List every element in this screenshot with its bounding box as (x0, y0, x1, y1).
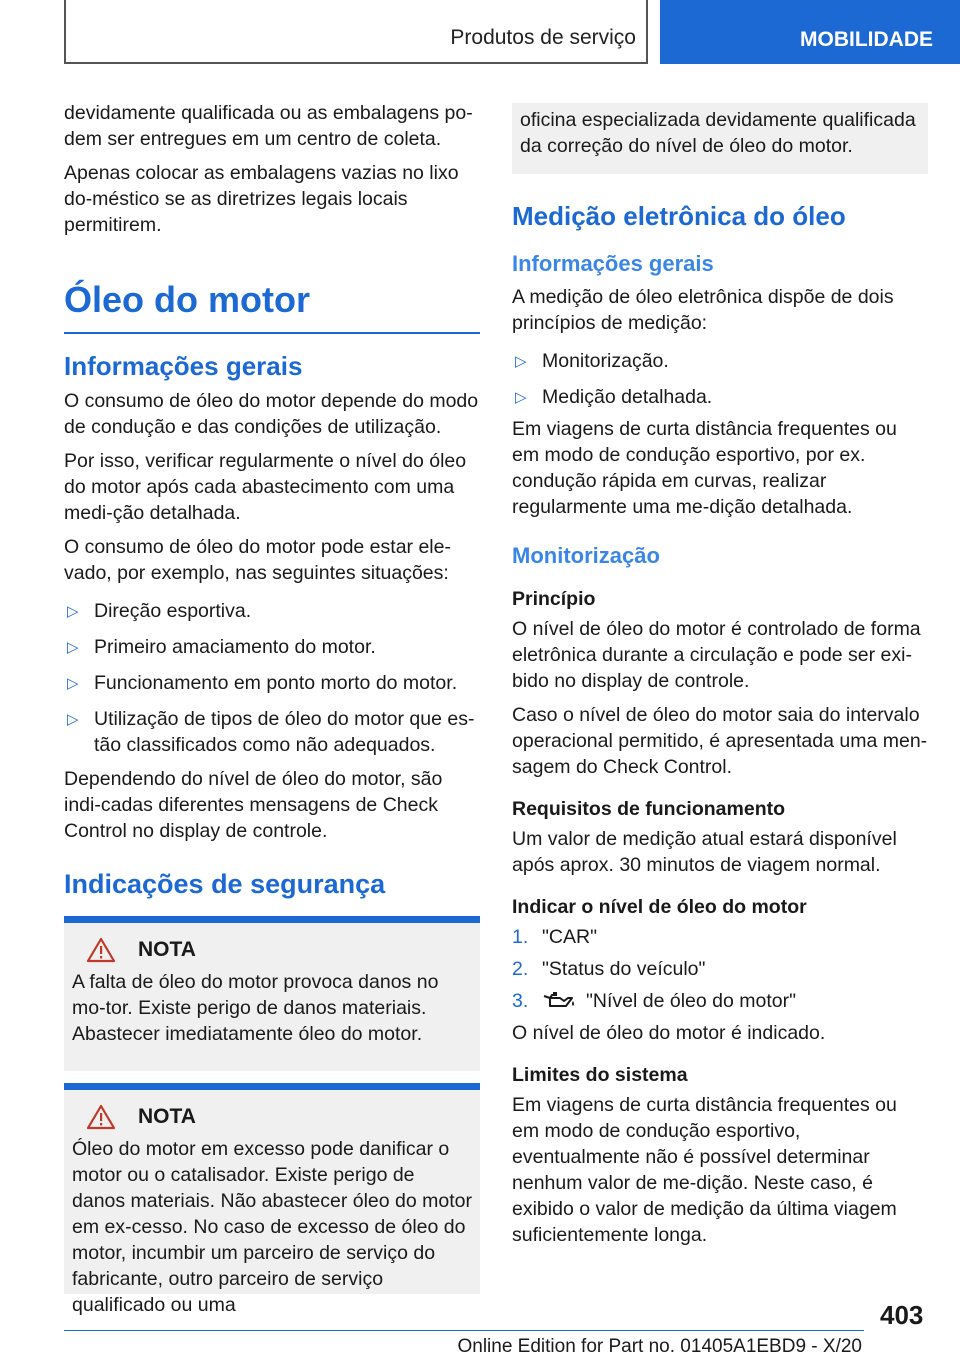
triangle-bullet-icon: ▷ (67, 711, 79, 728)
notice-box (64, 1083, 480, 1316)
notice-box (64, 916, 480, 1071)
left-column (64, 100, 480, 1316)
list-item: ▷ Monitorização. (512, 348, 928, 374)
triangle-bullet-icon: ▷ (515, 389, 527, 406)
paragraph: Em viagens de curta distância frequentes ou em modo de condução esportivo, por ex. condução rápida em curvas, realizar regularmente uma me-dição detalhada. (512, 418, 897, 518)
paragraph: O consumo de óleo do motor depende do modo de condução e das condições de utilização. (64, 390, 479, 438)
paragraph: O consumo de óleo do motor pode estar ele-vado, por exemplo, nas seguintes situações: (64, 536, 451, 584)
paragraph: A medição de óleo eletrônica dispõe de dois princípios de medição: (512, 286, 894, 334)
warning-icon (86, 937, 116, 963)
section-title: Medição eletrônica do óleo (512, 201, 846, 231)
paragraph: Um valor de medição atual estará disponível após aprox. 30 minutos de viagem normal. (512, 828, 897, 876)
triangle-bullet-icon: ▷ (67, 603, 79, 620)
footer-edition: Online Edition for Part no. 01405A1EBD9 - X/20 (457, 1336, 862, 1357)
oil-can-icon (542, 990, 576, 1010)
paragraph: Dependendo do nível de óleo do motor, são indi-cadas diferentes mensagens de Check Control no display de controle. (64, 768, 443, 842)
header-section-title: Produtos de serviço (450, 26, 636, 49)
list-item: 1. "CAR" (512, 926, 598, 948)
subsection-title: Indicações de segurança (64, 869, 386, 899)
paragraph: O nível de óleo do motor é controlado de forma eletrônica durante a circulação e pode ser exi-bido no display de controle. (512, 618, 921, 692)
list-item: ▷ Funcionamento em ponto morto do motor. (64, 670, 480, 696)
subsection-title: Monitorização (512, 543, 660, 568)
notice-title: NOTA (138, 1105, 196, 1128)
notice-text: A falta de óleo do motor provoca danos no mo-tor. Existe perigo de danos materiais. Abastecer imediatamente óleo do motor. (72, 971, 439, 1045)
triangle-bullet-icon: ▷ (67, 675, 79, 692)
triangle-bullet-icon: ▷ (515, 353, 527, 370)
right-column (512, 103, 928, 1256)
paragraph: O nível de óleo do motor é indicado. (512, 1022, 826, 1044)
paragraph-heading: Requisitos de funcionamento (512, 798, 786, 820)
list-item: 2. "Status do veículo" (512, 958, 706, 980)
footer-divider (64, 1330, 864, 1331)
warning-icon (86, 1104, 116, 1130)
list-item: ▷ Utilização de tipos de óleo do motor que es-tão classificados como não adequados. (67, 708, 475, 756)
paragraph: devidamente qualificada ou as embalagens po-dem ser entregues em um centro de coleta. (64, 102, 473, 150)
paragraph: Em viagens de curta distância frequentes ou em modo de condução esportivo, eventualmente não é possível determinar nenhum valor de me-dição. Neste caso, é exibido o valor de medição da última viagem suficientemente longa. (512, 1094, 897, 1246)
section-title: Óleo do motor (64, 278, 480, 334)
notice-box-continued (512, 103, 928, 174)
triangle-bullet-icon: ▷ (67, 639, 79, 656)
notice-text: oficina especializada devidamente qualificada da correção do nível de óleo do motor. (520, 109, 916, 157)
page-number: 403 (880, 1300, 924, 1330)
notice-title: NOTA (138, 938, 196, 961)
subsection-title: Informações gerais (64, 351, 303, 381)
list-item: ▷ Primeiro amaciamento do motor. (64, 634, 480, 660)
paragraph-heading: Limites do sistema (512, 1064, 688, 1086)
paragraph-heading: Indicar o nível de óleo do motor (512, 896, 807, 918)
paragraph-heading: Princípio (512, 588, 596, 610)
paragraph: Por isso, verificar regularmente o nível do óleo do motor após cada abastecimento com uma medi-ção detalhada. (64, 450, 467, 524)
subsection-title: Informações gerais (512, 251, 714, 276)
notice-text: Óleo do motor em excesso pode danificar o motor ou o catalisador. Existe perigo de danos materiais. Não abastecer óleo do motor em ex-cesso. No caso de excesso de óleo do motor, incumbir um parceiro de serviço do fabricante, outro parceiro de serviço qualificado ou uma (72, 1138, 472, 1316)
list-item: 3. "Nível de óleo do motor" (512, 990, 797, 1012)
paragraph: Apenas colocar as embalagens vazias no lixo do-méstico se as diretrizes legais locais permitirem. (64, 162, 459, 236)
list-item: ▷ Direção esportiva. (64, 598, 480, 624)
list-item: ▷ Medição detalhada. (512, 384, 928, 410)
header-chapter-tab: MOBILIDADE (660, 0, 960, 64)
paragraph: Caso o nível de óleo do motor saia do intervalo operacional permitido, é apresentada uma men-sagem do Check Control. (512, 704, 928, 778)
